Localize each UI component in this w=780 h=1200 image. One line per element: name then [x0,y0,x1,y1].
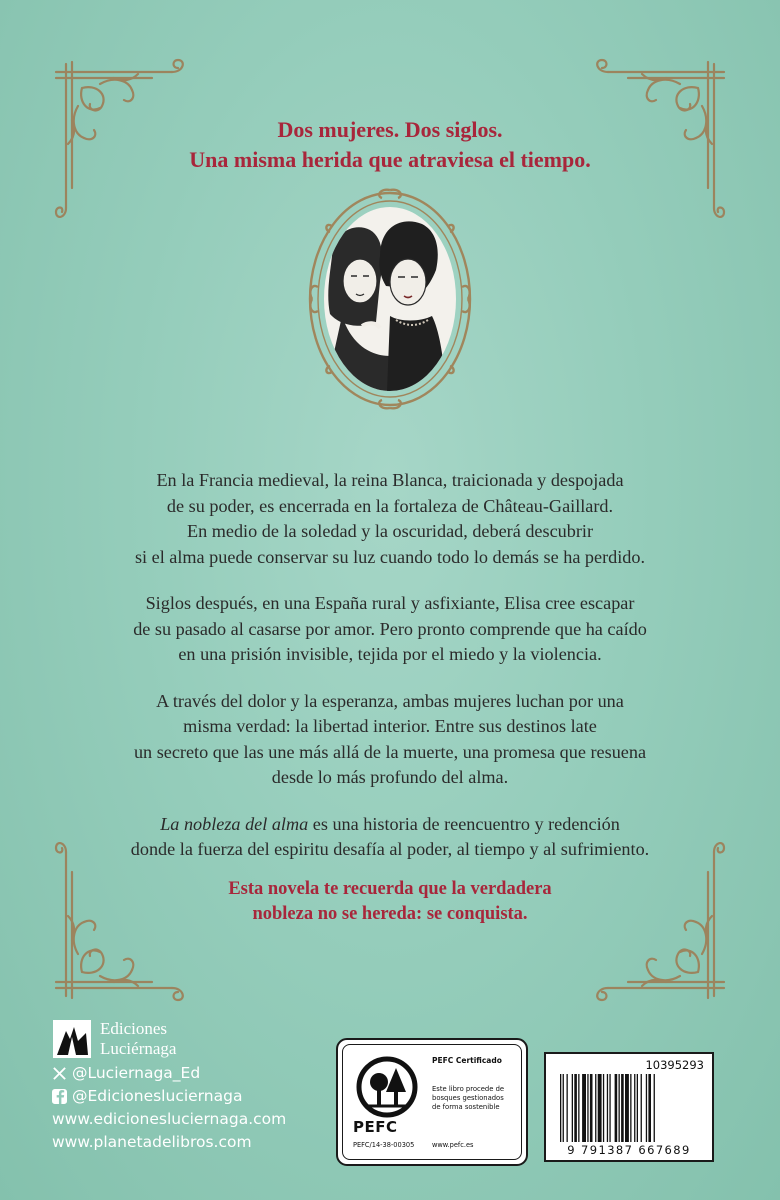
synopsis-line: donde la fuerza del espiritu desafía al poder, al tiempo y al sufrimiento. [130,839,650,859]
synopsis-line: en una prisión invisible, tejida por el miedo y la violencia. [178,644,602,664]
x-logo-icon [52,1066,67,1081]
synopsis-paragraph-2 [60,591,720,668]
publisher-logo [52,1015,176,1063]
publisher-name-line-1: Ediciones [100,1019,168,1038]
website-link-2[interactable]: www.planetadelibros.com [52,1133,252,1151]
barcode-bar [582,1074,586,1142]
barcode-bar [567,1074,568,1142]
barcode-bar [587,1074,588,1142]
facebook-handle: @Edicionesluciernaga [72,1087,243,1105]
pefc-website: www.pefc.es [432,1141,474,1149]
synopsis-line: Siglos después, en una España rural y asfixiante, Elisa cree escapar [145,593,635,613]
barcode-bar [625,1074,629,1142]
firefly-logo-icon [52,1019,92,1059]
synopsis-line: En la Francia medieval, la reina Blanca, traicionada y despojada [156,470,624,490]
barcode-bar [637,1074,638,1142]
closing-statement [0,877,780,927]
pefc-desc-line-2: bosques gestionados [432,1094,504,1102]
barcode-bar [560,1074,561,1142]
social-links [52,1062,286,1154]
barcode-bar [563,1074,564,1142]
synopsis [60,468,720,884]
barcode-bar [578,1074,579,1142]
barcode-bar [654,1074,655,1142]
barcode-bar [598,1074,602,1142]
book-title-italic: La nobleza del alma [160,813,309,834]
synopsis-line: de su poder, es encerrada en la fortaleza de Château-Gaillard. [166,495,614,516]
closing-line-1: Esta novela te recuerda que la verdadera [228,879,552,899]
barcode-bar [634,1074,635,1142]
barcode-bar [641,1074,642,1142]
synopsis-paragraph-3 [60,689,720,791]
pefc-desc-line-3: de forma sostenible [432,1103,500,1111]
synopsis-line: de su pasado al casarse por amor. Pero pronto comprende que ha caído [133,618,647,639]
publisher-name [100,1019,176,1059]
synopsis-paragraph-1 [60,468,720,570]
pefc-logo-text: PEFC [353,1118,398,1136]
facebook-icon [52,1089,67,1104]
synopsis-line: misma verdad: la libertad interior. Entre sus destinos late [183,716,597,736]
barcode-bars [560,1074,700,1142]
x-handle: @Luciernaga_Ed [72,1064,201,1082]
facebook-handle-row[interactable] [52,1085,286,1108]
barcode-bar [607,1074,608,1142]
barcode-bar [574,1074,577,1142]
barcode-bar [572,1074,573,1142]
barcode-bar [603,1074,604,1142]
pefc-cert-code: PEFC/14-38-00305 [353,1141,415,1149]
closing-line-2: nobleza no se hereda: se conquista. [252,904,528,924]
publisher-name-line-2: Luciérnaga [100,1039,177,1058]
synopsis-line: En medio de la soledad y la oscuridad, deberá descubrir [186,521,594,541]
isbn-barcode [544,1052,714,1162]
synopsis-line: desde lo más profundo del alma. [271,767,509,787]
barcode-bar [615,1074,618,1142]
synopsis-line-rest: es una historia de reencuentro y redención [308,813,620,834]
x-handle-row[interactable] [52,1062,286,1085]
synopsis-line [60,812,720,838]
barcode-digits: 9 791387 667689 [567,1143,691,1157]
tagline [0,115,780,175]
barcode-bar [621,1074,624,1142]
synopsis-line: un secreto que las une más allá de la muerte, una promesa que resuena [133,741,647,762]
pefc-trees-logo-icon [356,1056,418,1118]
barcode-bar [630,1074,631,1142]
barcode-bar [609,1074,610,1142]
oval-portrait-illustration [302,186,478,412]
barcode-bar [646,1074,647,1142]
synopsis-paragraph-4 [60,812,720,863]
barcode-bar [590,1074,593,1142]
barcode-reference-number: 10395293 [645,1058,704,1072]
tagline-line-2: Una misma herida que atraviesa el tiempo. [189,147,591,172]
pefc-desc-line-1: Este libro procede de [432,1085,505,1093]
website-link-1[interactable]: www.edicionesluciernaga.com [52,1110,287,1128]
synopsis-line: si el alma puede conservar su luz cuando todo lo demás se ha perdido. [134,546,646,567]
pefc-certification-label [336,1038,528,1166]
pefc-title: PEFC Certificado [432,1056,502,1065]
tagline-line-1: Dos mujeres. Dos siglos. [277,117,503,142]
barcode-bar [619,1074,620,1142]
barcode-bar [648,1074,651,1142]
barcode-bar [595,1074,596,1142]
synopsis-line: A través del dolor y la esperanza, ambas mujeres luchan por una [156,690,624,711]
